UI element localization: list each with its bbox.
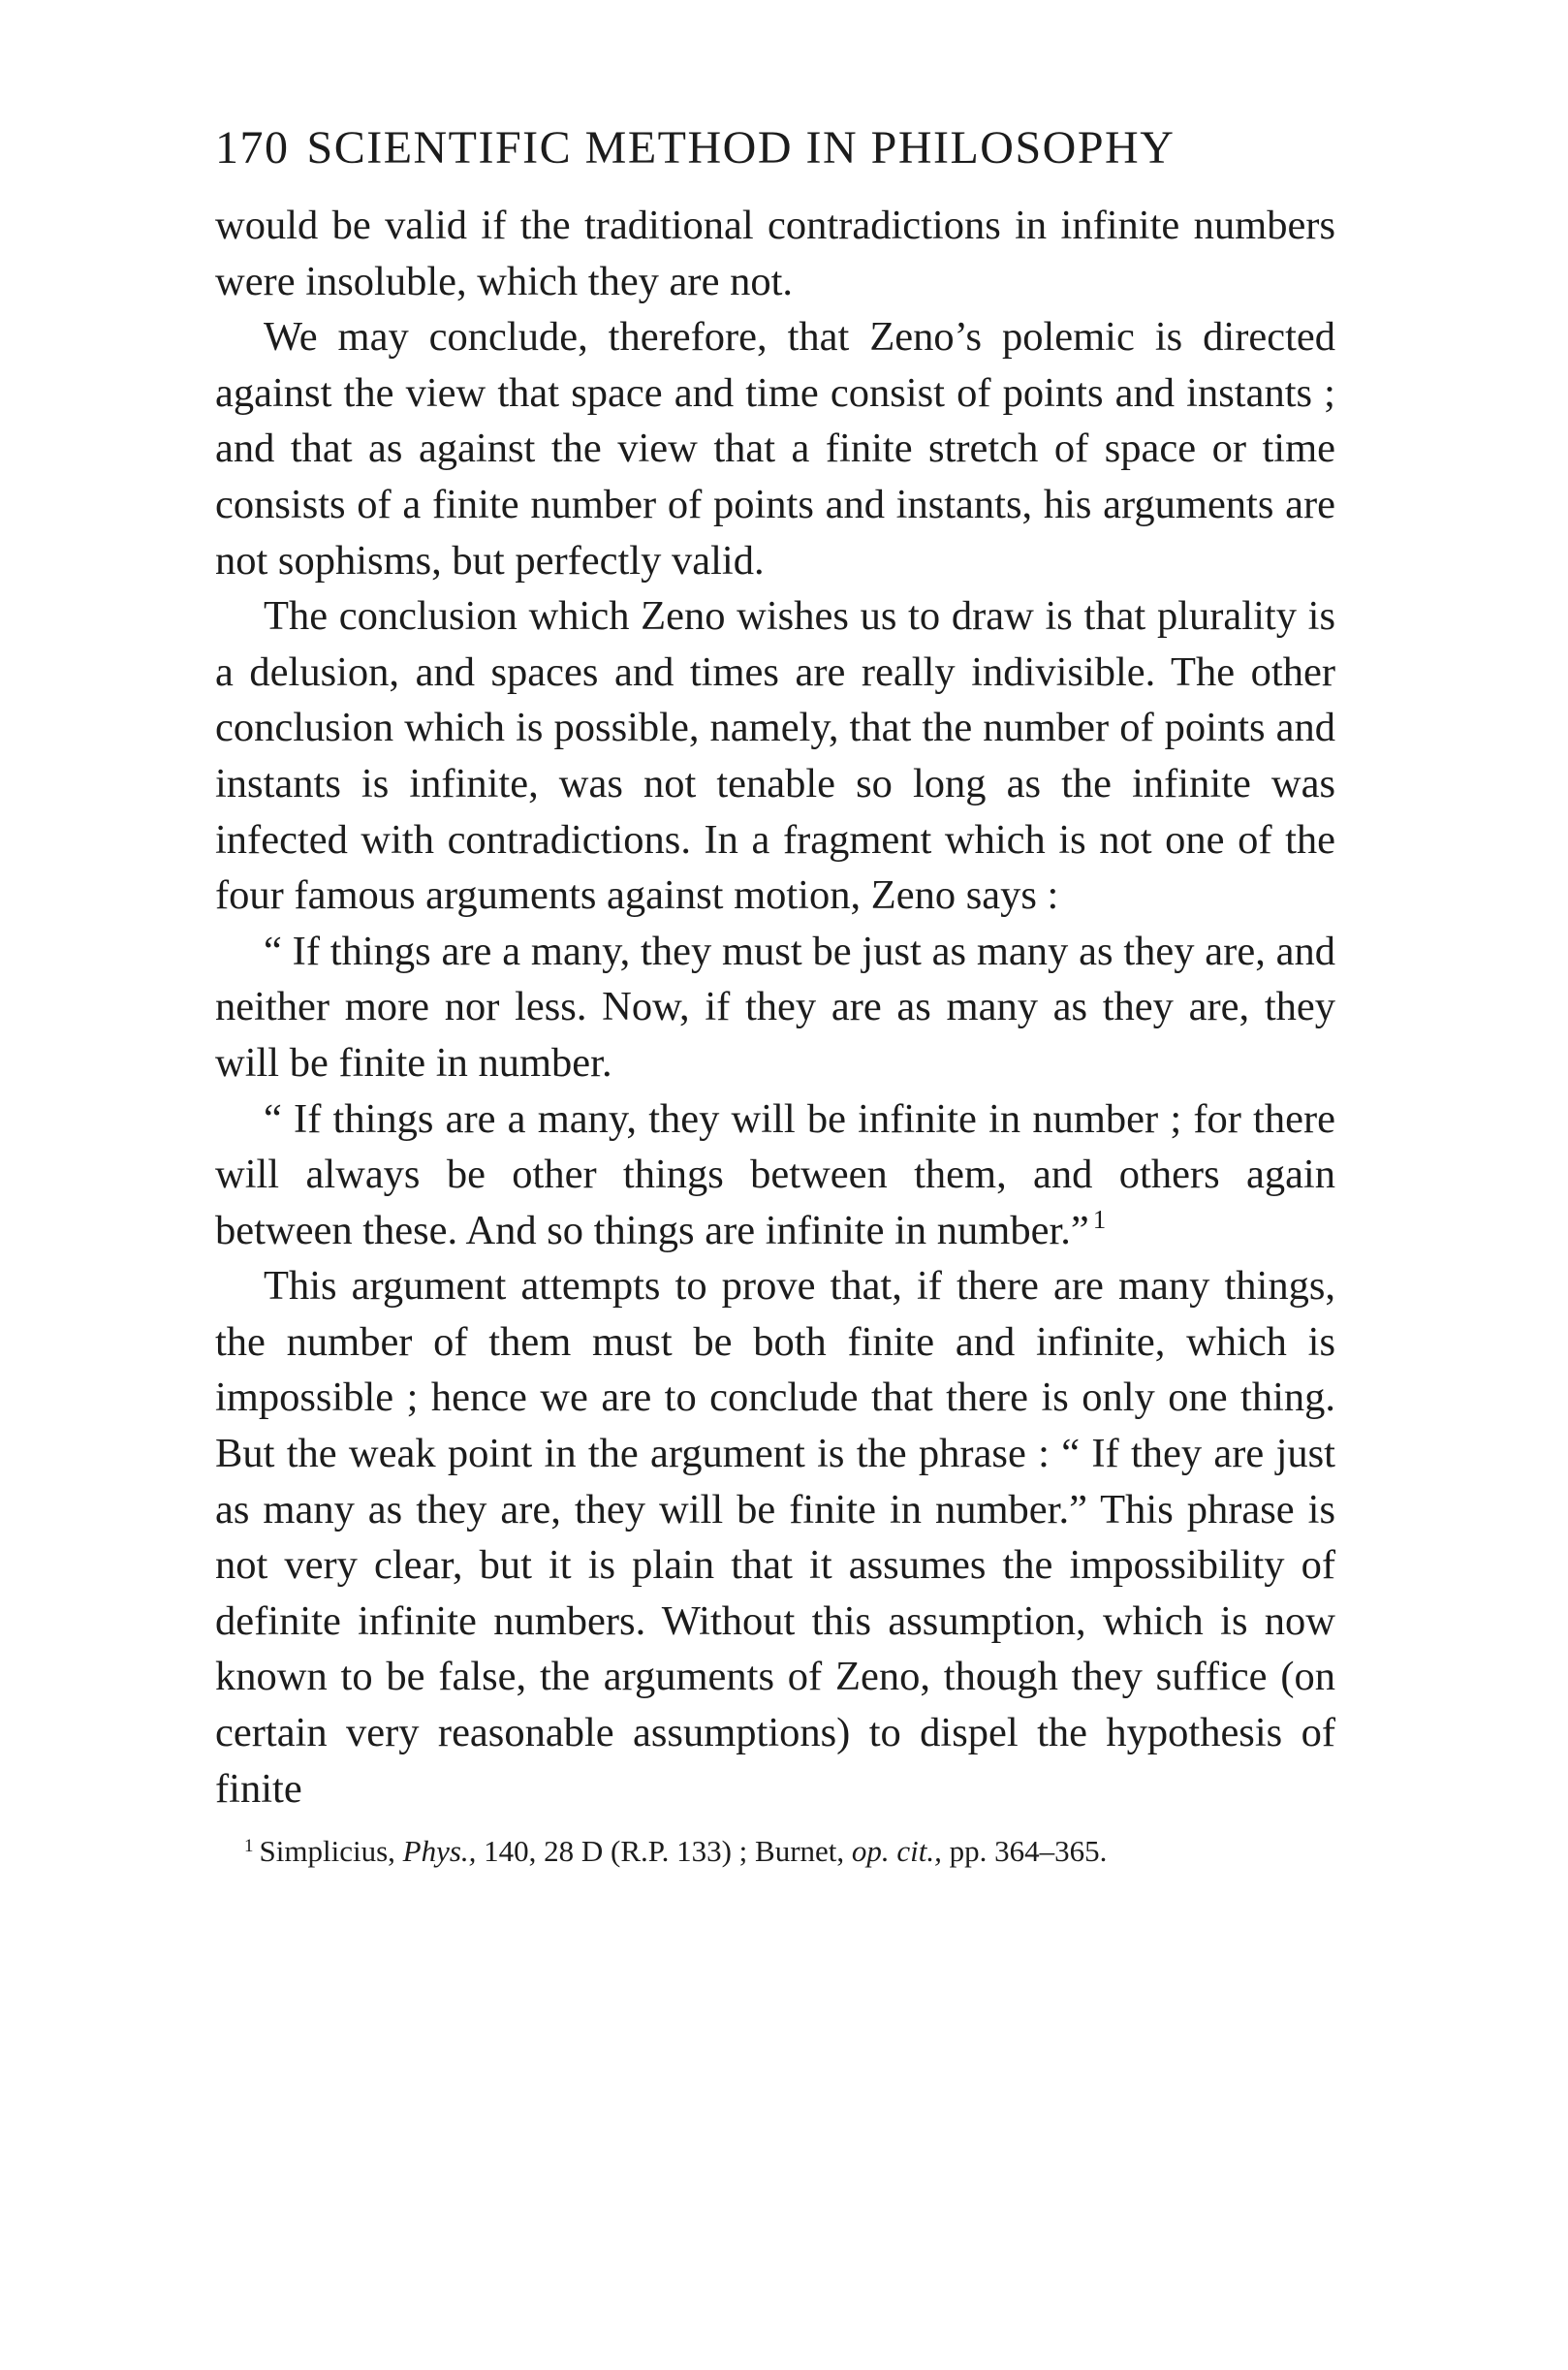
footnote-pages: pp. 364–365. — [949, 1834, 1108, 1869]
quote-finite: “ If things are a many, they must be just as many as they are, and neither more nor less. Now, if they are as many as they are, they will be finite in number. — [215, 928, 1335, 1086]
footnote-marker: 1 — [244, 1836, 254, 1857]
footnote — [215, 1830, 1335, 1873]
running-title: SCIENTIFIC METHOD IN PHILOSOPHY — [306, 122, 1176, 174]
footnote-author: Simplicius, — [259, 1834, 395, 1869]
quote-infinite — [215, 1091, 1335, 1259]
paragraph-zeno-polemic: We may conclude, therefore, that Zeno’s polemic is directed against the view that space and time consist of points and instants ; and that as against the view that a finite stretch of space or time consists of a finite number of points and instants, his arguments are not sophisms, but perfectly valid. — [215, 314, 1335, 584]
footnote-op-cit: op. cit., — [851, 1834, 942, 1869]
footnote-reference: 1 — [1092, 1204, 1107, 1234]
footnote-reference-detail: 140, 28 D (R.P. 133) ; Burnet, — [484, 1834, 845, 1869]
book-page — [215, 114, 1335, 1873]
quote-infinite-text: “ If things are a many, they will be infinite in number ; for there will always be other things between them, and others again between these. And so things are infinite in number.” — [215, 1095, 1335, 1253]
page-number: 170 — [215, 122, 290, 174]
paragraph-argument: This argument attempts to prove that, if there are many things, the number of them must be both finite and infinite, which is impossible ; hence we are to conclude that there is only one thing. But the weak point in the argument is the phrase : “ If they are just as many as they are, they will be finite in number.” This phrase is not very clear, but it is plain that it assumes the impossibility of definite infinite numbers. Without this assumption, which is now known to be false, the arguments of Zeno, though they suffice (on certain very reasonable assumptions) to dispel the hypothesis of finite — [215, 1263, 1335, 1812]
running-head — [215, 114, 1335, 182]
paragraph-continued: would be valid if the traditional contradictions in infinite numbers were insoluble, which they are not. — [215, 203, 1335, 304]
paragraph-conclusion: The conclusion which Zeno wishes us to draw is that plurality is a delusion, and spaces and times are really indivisible. The other conclusion which is possible, namely, that the number of points and instants is infinite, was not tenable so long as the infinite was infected with contradictions. In a fragment which is not one of the four famous arguments against motion, Zeno says : — [215, 593, 1335, 919]
footnote-work: Phys., — [402, 1834, 477, 1869]
